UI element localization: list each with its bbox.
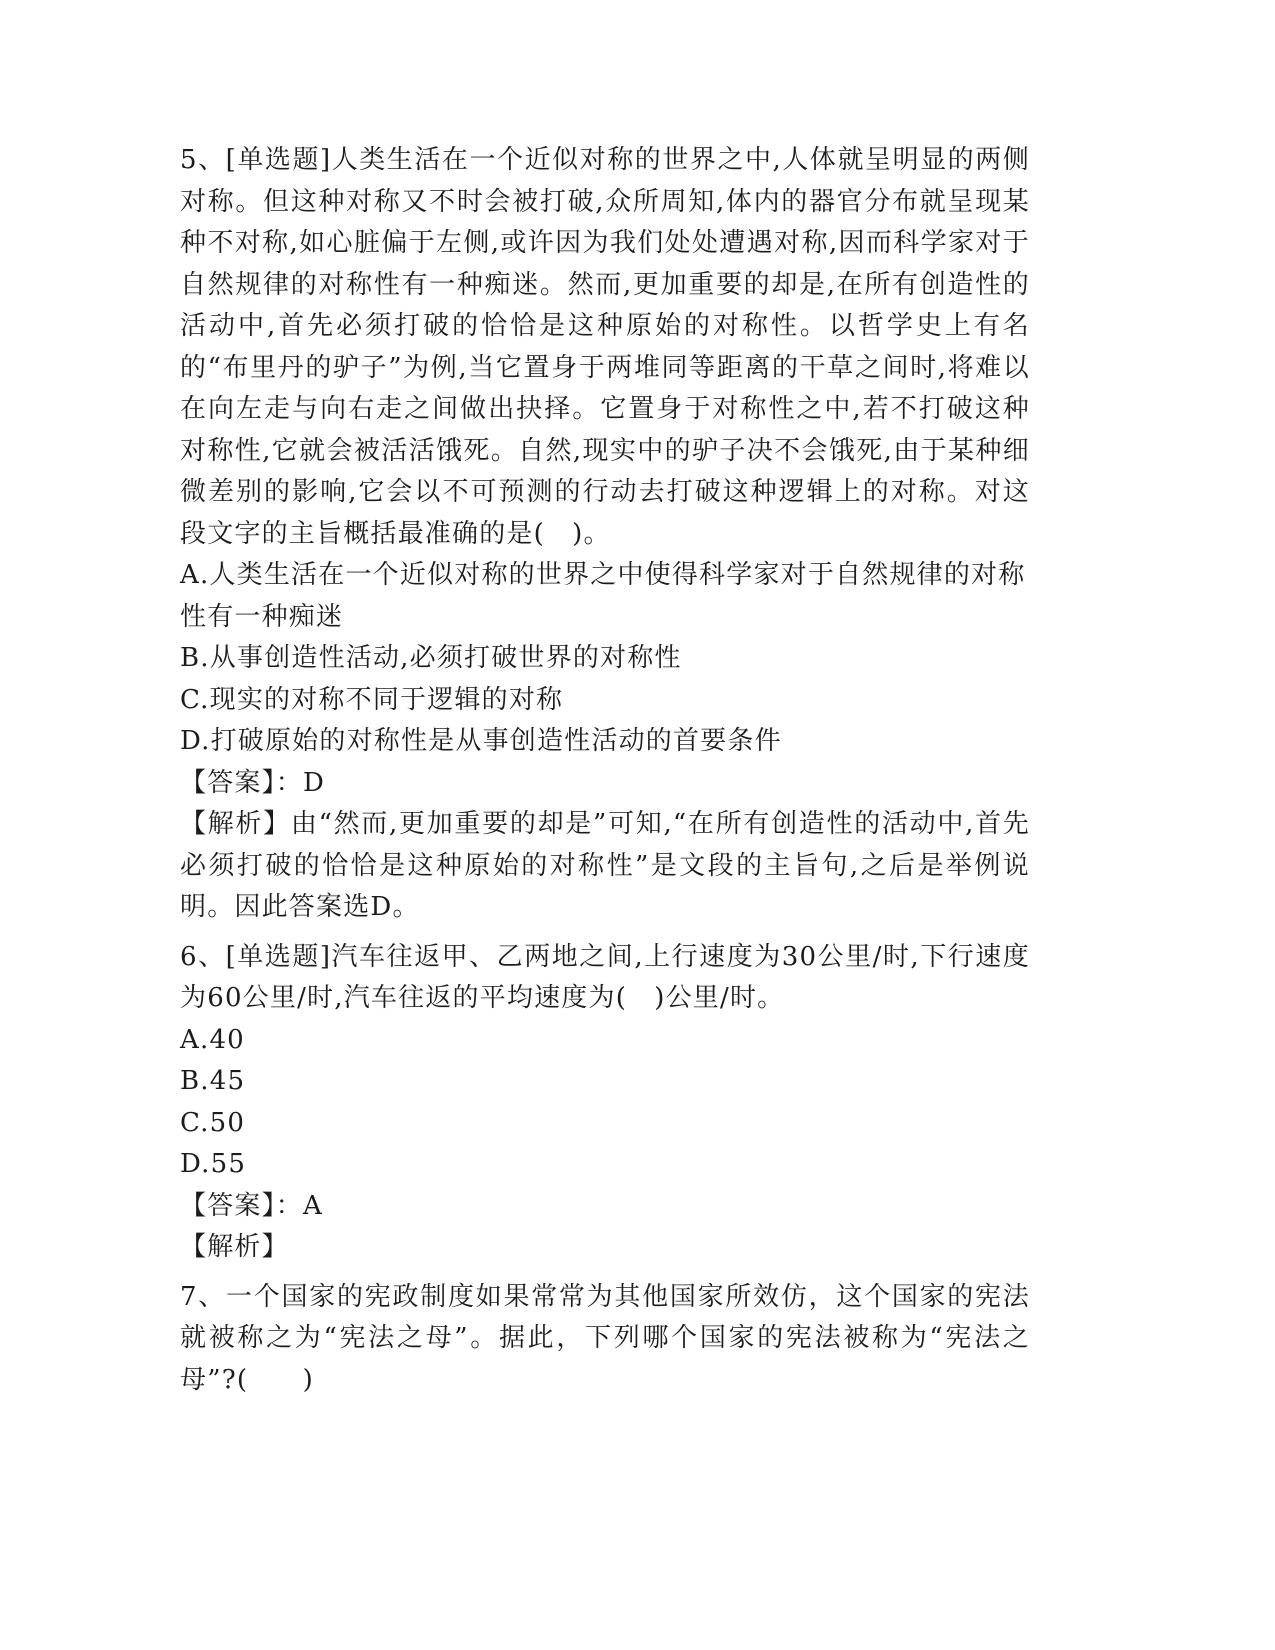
option-d: D.55 — [180, 1149, 247, 1179]
answer: 【答案】：D — [180, 767, 326, 798]
analysis: 【解析】 — [180, 1232, 289, 1262]
option-c: C.现实的对称不同于逻辑的对称 — [180, 684, 564, 715]
option-a: A.40 — [180, 1024, 245, 1055]
option-b: B.45 — [180, 1066, 246, 1096]
option-d: D.打破原始的对称性是从事创造性活动的首要条件 — [180, 726, 782, 756]
question-text: 6、[单选题]汽车往返甲、乙两地之间,上行速度为30公里/时,下行速度为60公里/时,汽车往返的平均速度为( )公里/时。 — [180, 941, 1030, 1013]
spacer — [180, 929, 1030, 937]
document-page — [180, 140, 1030, 1401]
question-text: 5、[单选题]人类生活在一个近似对称的世界之中,人体就呈明显的两侧对称。但这种对称又不时会被打破,众所周知,体内的器官分布就呈现某种不对称,如心脏偏于左侧,或许因为我们处处遭遇对称,因而科学家对于自然规律的对称性有一种痴迷。然而,更加重要的却是,在所有创造性的活动中,首先必须打破的恰恰是这种原始的对称性。以哲学史上有名的“布里丹的驴子”为例,当它置身于两堆同等距离的干草之间时,将难以在向左走与向右走之间做出抉择。它置身于对称性之中,若不打破这种对称性,它就会被活活饿死。自然,现实中的驴子决不会饿死,由于某种细微差别的影响,它会以不可预测的行动去打破这种逻辑上的对称。对这段文字的主旨概括最准确的是( )。 — [180, 145, 1030, 549]
option-c: C.50 — [180, 1107, 246, 1138]
option-b: B.从事创造性活动,必须打破世界的对称性 — [180, 643, 682, 673]
question-6 — [180, 937, 1030, 1269]
question-7 — [180, 1277, 1030, 1402]
option-a: A.人类生活在一个近似对称的世界之中使得科学家对于自然规律的对称性有一种痴迷 — [180, 560, 1026, 632]
spacer — [180, 1269, 1030, 1277]
answer: 【答案】：A — [180, 1190, 323, 1221]
analysis: 【解析】由“然而,更加重要的却是”可知,“在所有创造性的活动中,首先必须打破的恰恰是这种原始的对称性”是文段的主旨句,之后是举例说明。因此答案选D。 — [180, 809, 1030, 922]
question-5 — [180, 140, 1030, 929]
question-text: 7、一个国家的宪政制度如果常常为其他国家所效仿，这个国家的宪法就被称之为“宪法之母”。据此，下列哪个国家的宪法被称为“宪法之母”?( ) — [180, 1281, 1030, 1395]
